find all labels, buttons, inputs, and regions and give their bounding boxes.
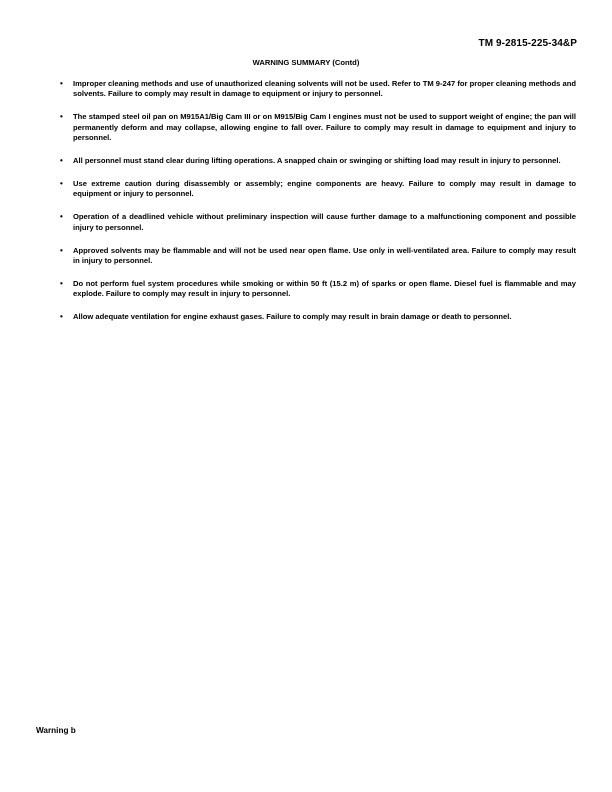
bullet-icon: • (60, 79, 63, 88)
warning-item (60, 312, 576, 322)
warning-text: Allow adequate ventilation for engine exhaust gases. Failure to comply may result in brain damage or death to personnel. (73, 312, 512, 322)
warning-text: The stamped steel oil pan on M915A1/Big Cam III or on M915/Big Cam I engines must not be used to support weight of engine; the pan will permanently deform and may collapse, allowing engine to fall over. Failure to comply may result in damage to equipment and injury to personnel. (73, 112, 576, 143)
bullet-icon: • (60, 112, 63, 122)
warning-text: Approved solvents may be flammable and will not be used near open flame. Use only in well-ventilated area. Failure to comply may result in injury to personnel. (73, 245, 576, 265)
warning-item (60, 179, 576, 200)
warning-text: Improper cleaning methods and use of unauthorized cleaning solvents will not be used. Refer to TM 9-247 for proper cleaning methods and solvents. Failure to comply may result in damage to equipment or injury to personnel. (73, 79, 576, 99)
page-title: WARNING SUMMARY (Contd) (252, 58, 360, 67)
bullet-icon: • (60, 245, 63, 255)
warning-item (60, 112, 576, 143)
bullet-icon: • (60, 156, 63, 166)
warning-text: Operation of a deadlined vehicle without preliminary inspection will cause further damage to a malfunctioning component and possible injury to personnel. (73, 212, 576, 232)
page-footer-label: Warning b (36, 726, 76, 735)
bullet-icon: • (60, 178, 63, 188)
warning-text: All personnel must stand clear during lifting operations. A snapped chain or swinging or shifting load may result in injury to personnel. (73, 156, 561, 166)
bullet-icon: • (60, 312, 63, 322)
warning-text: Use extreme caution during disassembly or assembly; engine components are heavy. Failure to comply may result in damage to equipment or injury to personnel. (73, 178, 576, 199)
bullet-icon: • (60, 278, 63, 288)
document-number: TM 9-2815-225-34&P (478, 38, 577, 49)
warning-item (60, 212, 576, 233)
warning-text: Do not perform fuel system procedures while smoking or within 50 ft (15.2 m) of sparks or open flame. Diesel fuel is flammable and may explode. Failure to comply may result in injury to personnel. (73, 278, 576, 299)
warning-list (60, 79, 576, 335)
warning-item (60, 79, 576, 100)
bullet-icon: • (60, 212, 63, 222)
warning-item (60, 156, 576, 166)
warning-item (60, 246, 576, 267)
warning-item (60, 279, 576, 300)
